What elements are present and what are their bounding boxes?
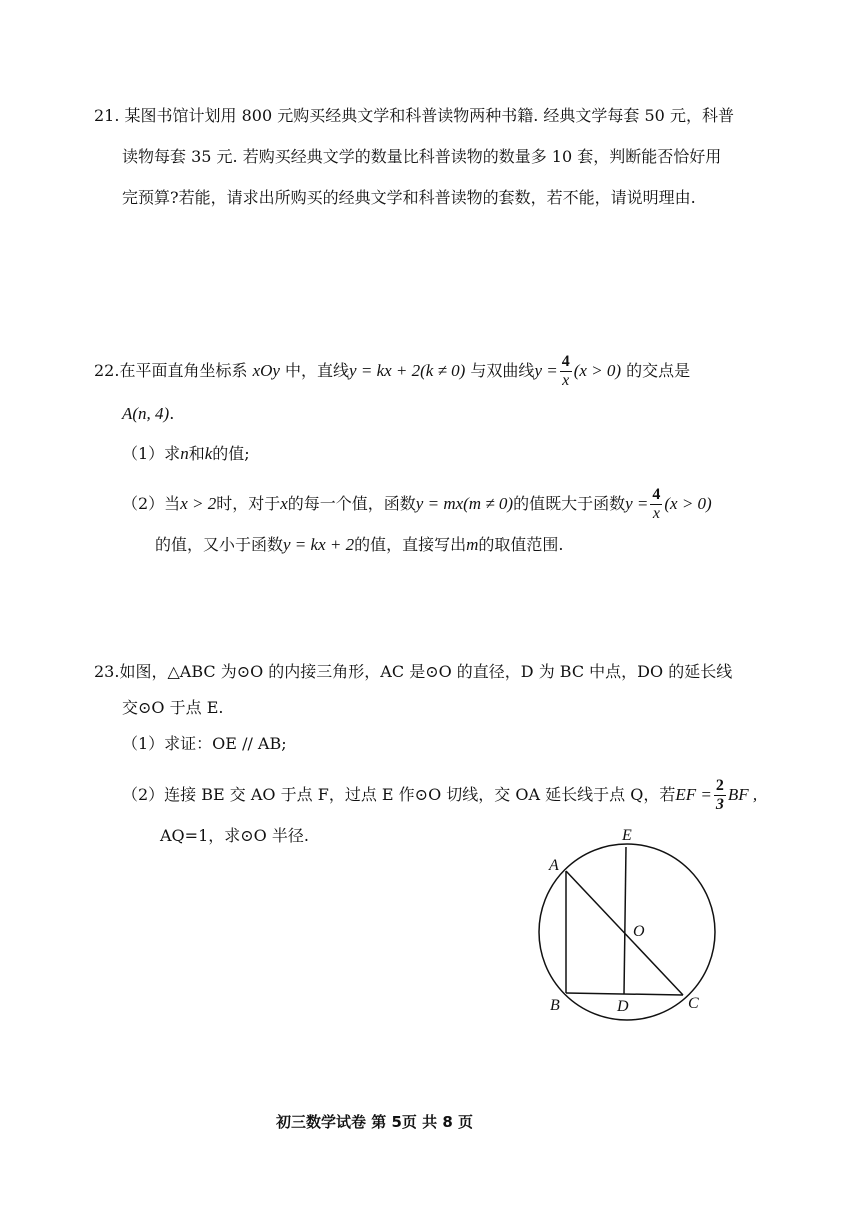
page-footer: 初三数学试卷 第 5页 共 8 页 xyxy=(276,1113,473,1131)
q21-line-2: 读物每套 35 元. 若购买经典文学的数量比科普读物的数量多 10 套，判断能否恰好用 xyxy=(122,147,722,166)
q23-part-1: （1）求证：OE // AB; xyxy=(122,734,287,753)
q22-part-2-text-d: 的值，又小于函数 xyxy=(155,535,284,554)
q23-part-2-text: （2）连接 BE 交 AO 于点 F，过点 E 作⊙O 切线，交 OA 延长线于点 Q，若 xyxy=(122,785,676,804)
label-d: D xyxy=(617,998,629,1015)
q22-part-2-text-a: 时，对于 xyxy=(216,494,281,513)
q22-text-4: 的交点是 xyxy=(626,361,691,380)
label-o: O xyxy=(633,923,645,940)
q22-period: . xyxy=(169,404,175,423)
q22-hyperbola-left: y = xyxy=(534,361,558,380)
q22-text-2: 中，直线 xyxy=(285,361,350,380)
q22-part-2-var-m: m xyxy=(466,535,479,554)
q22-part-2-text-f: 的取值范围. xyxy=(478,535,564,554)
q22-var-n: n xyxy=(180,444,189,463)
q22-part-1-label: （1）求 xyxy=(122,444,181,463)
q22-fraction-denominator: x xyxy=(562,372,570,389)
q22-fraction-numerator: 4 xyxy=(561,353,570,370)
q22-part-2-text-e: 的值，直接写出 xyxy=(354,535,467,554)
q21-line-3: 完预算?若能，请求出所购买的经典文学和科普读物的套数，若不能，请说明理由. xyxy=(122,188,696,207)
q23-fraction-numerator: 2 xyxy=(715,777,724,794)
q22-part-2-label: （2）当 xyxy=(122,494,181,513)
q23-bf: BF , xyxy=(727,785,758,804)
label-b: B xyxy=(550,997,560,1014)
q22-part-2-function: y = mx(m ≠ 0) xyxy=(415,494,514,513)
q22-var-k: k xyxy=(204,444,213,463)
q23-part-2-line-2: AQ=1，求⊙O 半径. xyxy=(160,826,309,845)
q22-hyperbola-condition: (x > 0) xyxy=(573,361,622,380)
q22-part-2-fraction-numerator: 4 xyxy=(652,486,661,503)
q22-part-2-line-equation: y = kx + 2 xyxy=(283,535,355,554)
q21-line-1: 21. 某图书馆计划用 800 元购买经典文学和科普读物两种书籍. 经典文学每套 50 元，科普 xyxy=(94,106,734,125)
q22-point-a: A(n, 4) xyxy=(122,404,170,423)
q22-part-1-end: 的值; xyxy=(212,444,250,463)
q23-fraction-denominator: 3 xyxy=(715,796,724,813)
label-a: A xyxy=(549,857,559,874)
q22-part-2-var-x: x xyxy=(280,494,288,513)
q22-part-2-hyperbola-left: y = xyxy=(625,494,649,513)
q23-line-2: 交⊙O 于点 E. xyxy=(122,698,224,717)
q23-number: 23. xyxy=(94,662,120,681)
q22-part-2-fraction-denominator: x xyxy=(652,505,660,522)
q22-text-1: 在平面直角坐标系 xyxy=(119,361,248,380)
q22-part-2-text-c: 的值既大于函数 xyxy=(513,494,626,513)
q22-part-2-text-b: 的每一个值，函数 xyxy=(287,494,416,513)
segment-ed xyxy=(624,847,626,994)
q23-ef: EF = xyxy=(675,785,712,804)
q22-part-2-hyperbola-condition: (x > 0) xyxy=(664,494,712,513)
q22-and: 和 xyxy=(188,444,205,463)
q22-text-3: 与双曲线 xyxy=(470,361,535,380)
q22-line-equation: y = kx + 2(k ≠ 0) xyxy=(349,361,466,380)
q22-part-2-condition: x > 2 xyxy=(180,494,217,513)
q22-number: 22. xyxy=(94,361,120,380)
label-e: E xyxy=(622,827,632,844)
q23-text-1: 如图，△ABC 为⊙O 的内接三角形，AC 是⊙O 的直径，D 为 BC 中点，DO 的延长线 xyxy=(119,662,733,681)
label-c: C xyxy=(688,995,699,1012)
q22-xoy: xOy xyxy=(252,361,280,380)
